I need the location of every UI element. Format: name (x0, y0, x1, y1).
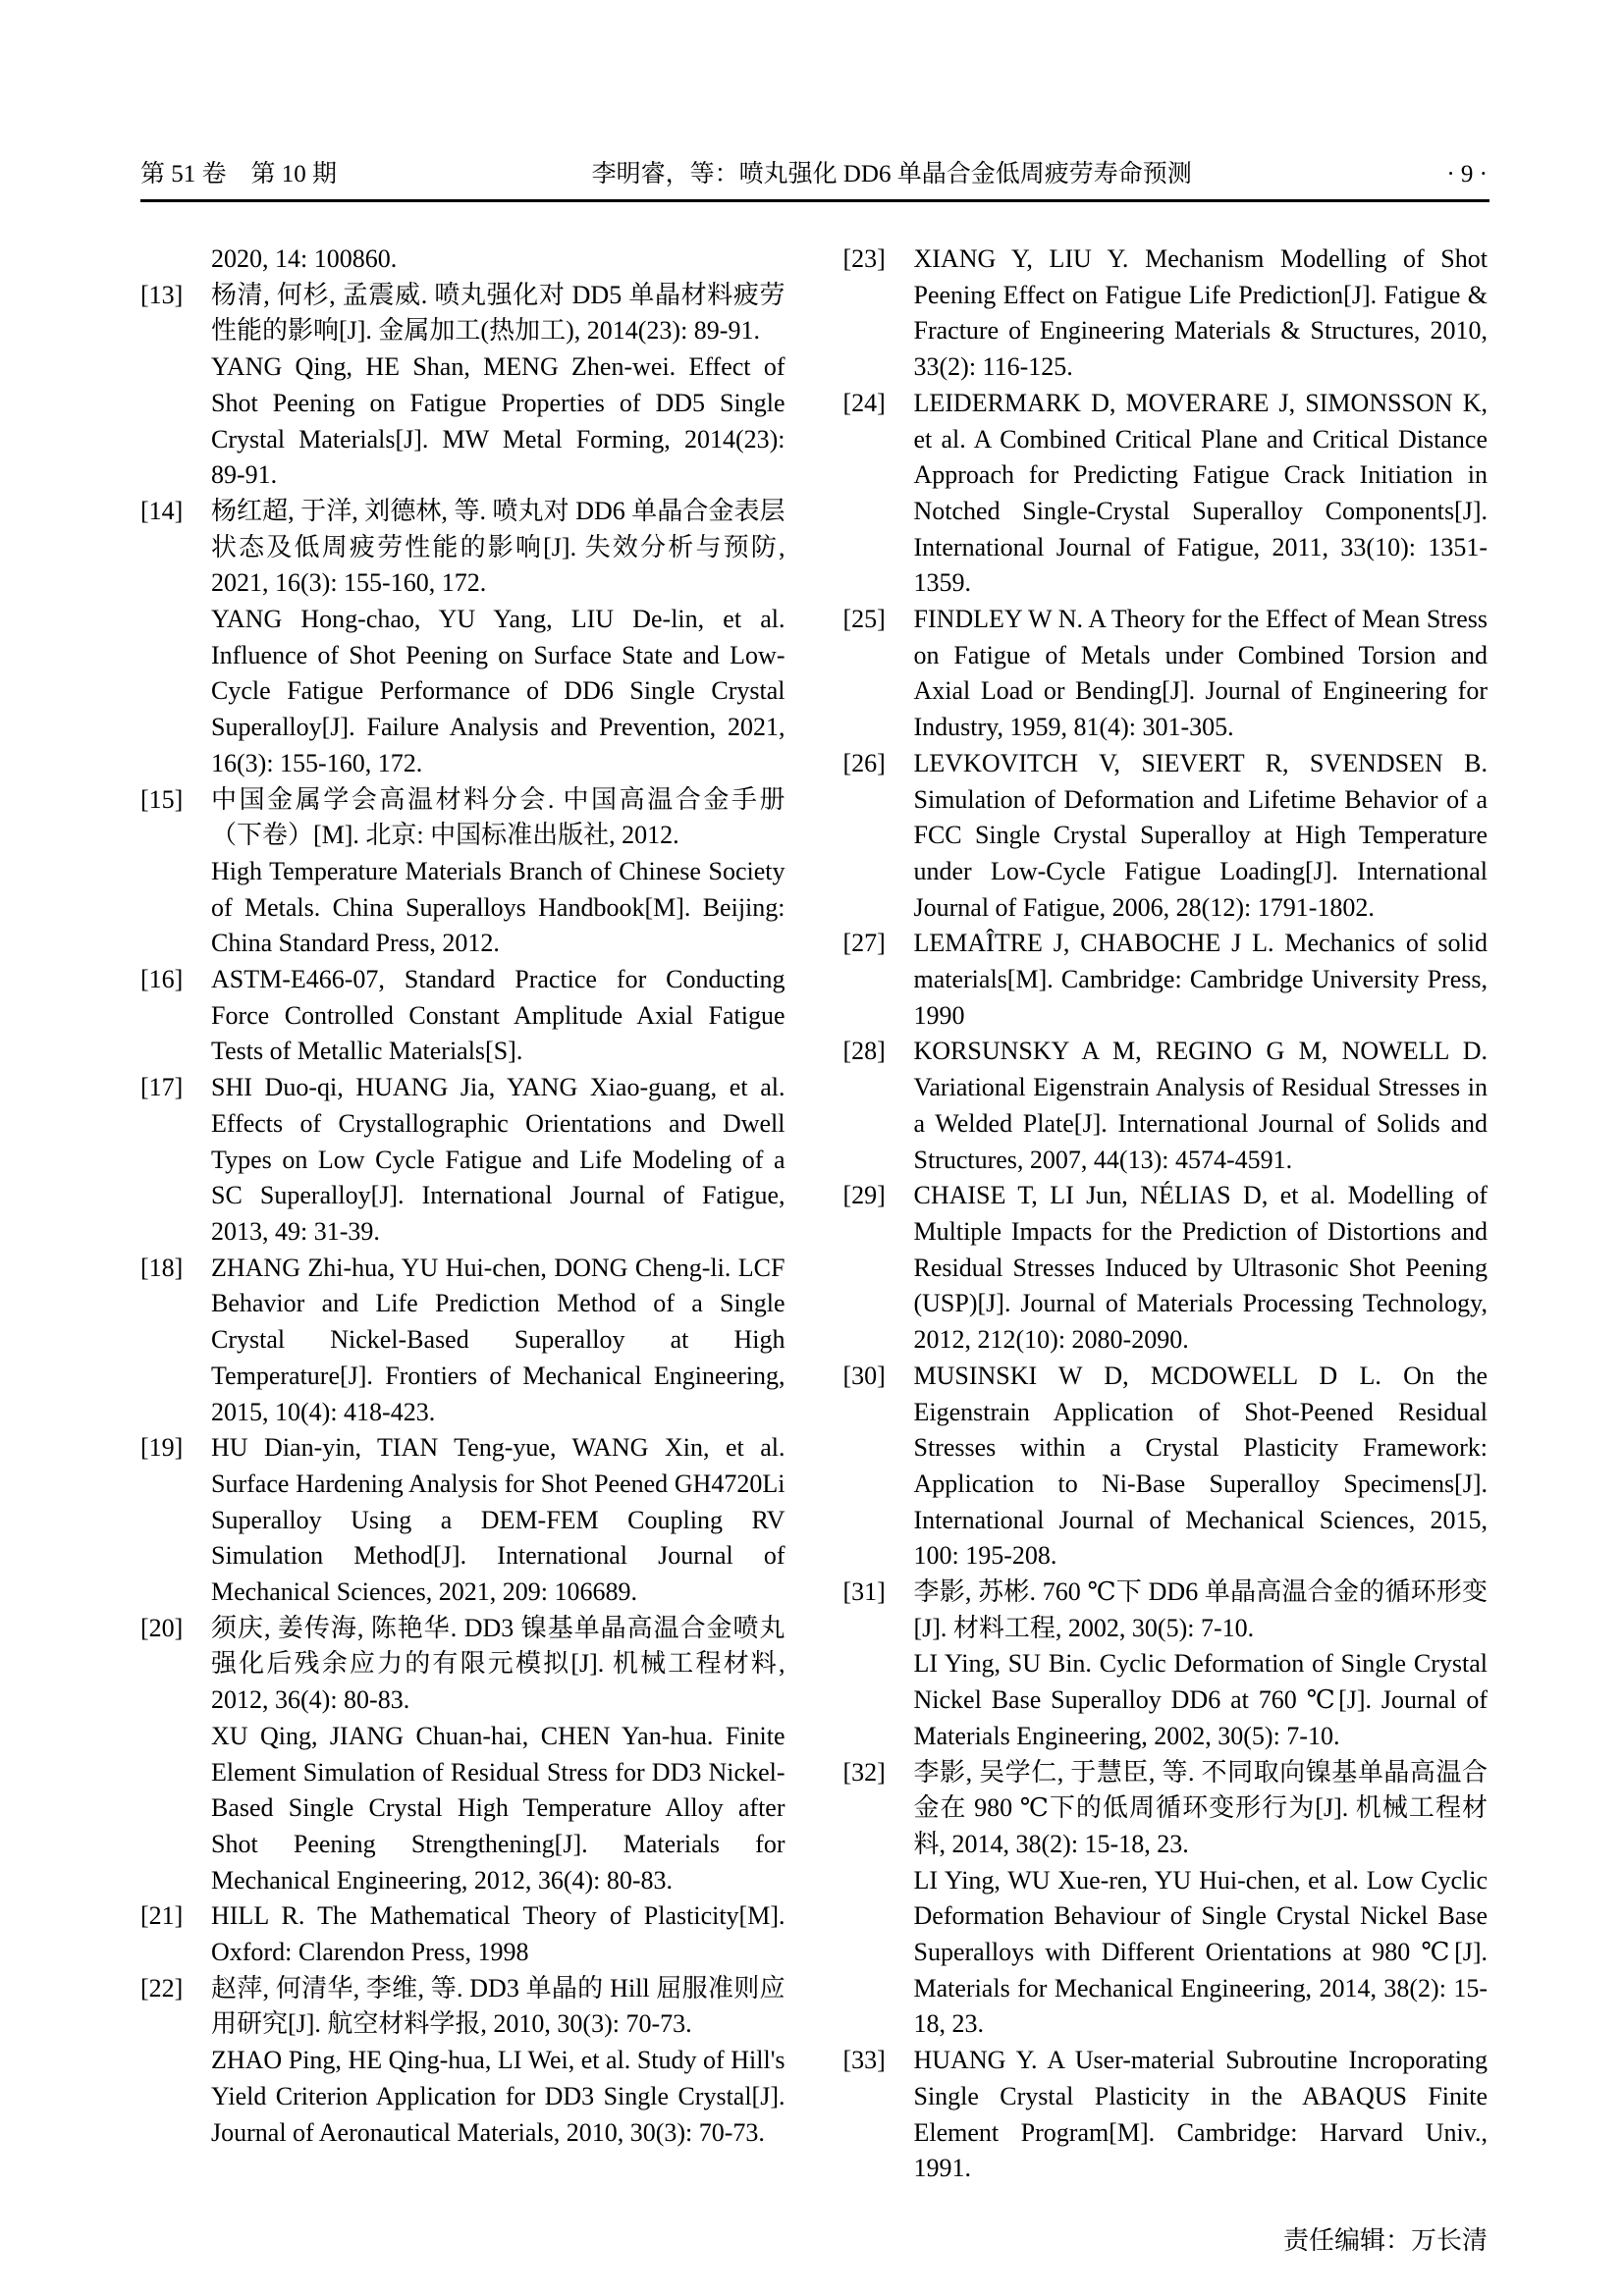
reference-text (914, 1575, 1489, 1755)
reference-number: [26] (842, 748, 886, 777)
reference-text (211, 494, 785, 782)
reference-entry (140, 1070, 785, 1251)
reference-number: [18] (140, 1253, 184, 1282)
reference-part: High Temperature Materials Branch of Chinese Society of Metals. China Superalloys Handbook[M]. Beijing: China Standard Press, 2012. (211, 856, 785, 958)
reference-part: HUANG Y. A User-material Subroutine Incroporating Single Crystal Plasticity in the ABAQUS Finite Element Program[M]. Cambridge: Harvard Univ., 1991. (913, 2046, 1488, 2183)
reference-part: 李影, 苏彬. 760 ℃下 DD6 单晶高温合金的循环形变[J]. 材料工程, 2002, 30(5): 7-10. (913, 1577, 1488, 1642)
reference-entry (140, 782, 785, 963)
reference-text (211, 1430, 785, 1611)
reference-number: [15] (140, 784, 184, 814)
reference-text (914, 1755, 1489, 2044)
header-rule (140, 199, 1489, 202)
reference-number: [30] (842, 1361, 886, 1390)
reference-part: 赵萍, 何清华, 李维, 等. DD3 单晶的 Hill 屈服准则应用研究[J]. 航空材料学报, 2010, 30(3): 70-73. (211, 1973, 785, 2039)
reference-entry (140, 278, 785, 494)
reference-entry (140, 1898, 785, 1970)
reference-part: LEMAÎTRE J, CHABOCHE J L. Mechanics of solid materials[M]. Cambridge: Cambridge University Press, 1990 (913, 929, 1488, 1030)
reference-text (211, 1611, 785, 1899)
reference-text (211, 278, 785, 494)
reference-text (211, 962, 785, 1070)
reference-entry (843, 1034, 1489, 1178)
reference-entry (843, 2043, 1489, 2187)
reference-entry (140, 1251, 785, 1431)
reference-text (211, 1898, 785, 1970)
reference-part: ASTM-E466-07, Standard Practice for Conducting Force Controlled Constant Amplitude Axial Fatigue Tests of Metallic Materials[S]. (211, 965, 785, 1066)
reference-part: XU Qing, JIANG Chuan-hai, CHEN Yan-hua. Finite Element Simulation of Residual Stress for DD3 Nickel-Based Single Crystal High Temperature Alloy after Shot Peening Strengthening[J]. Materials for Mechanical Engineering, 2012, 36(4): 80-83. (211, 1721, 785, 1895)
reference-number: [25] (842, 605, 886, 634)
reference-entry (843, 602, 1489, 746)
reference-part: LEIDERMARK D, MOVERARE J, SIMONSSON K, et al. A Combined Critical Plane and Critical Distance Approach for Predicting Fatigue Crack Initiation in Notched Single-Crystal Superalloy Components[J]. International Journal of Fatigue, 2011, 33(10): 1351-1359. (913, 388, 1488, 598)
reference-text (211, 782, 785, 963)
reference-part: KORSUNSKY A M, REGINO G M, NOWELL D. Variational Eigenstrain Analysis of Residual Stresses in a Welded Plate[J]. International Journal of Solids and Structures, 2007, 44(13): 4574-4591. (913, 1037, 1488, 1174)
reference-part: 李影, 吴学仁, 于慧臣, 等. 不同取向镍基单晶高温合金在 980 ℃下的低周循环变形行为[J]. 机械工程材料, 2014, 38(2): 15-18, 23. (913, 1757, 1488, 1858)
reference-entry (140, 241, 785, 278)
reference-part: XIANG Y, LIU Y. Mechanism Modelling of Shot Peening Effect on Fatigue Life Prediction[J]. Fatigue & Fracture of Engineering Materials & Structures, 2010, 33(2): 116-125. (913, 244, 1488, 382)
reference-entry (843, 1178, 1489, 1359)
reference-number: [13] (140, 280, 184, 309)
reference-part: LI Ying, WU Xue-ren, YU Hui-chen, et al. Low Cyclic Deformation Behaviour of Single Crystal Nickel Base Superalloys with Different Orientations at 980 ℃[J]. Materials for Mechanical Engineering, 2014, 38(2): 15-18, 23. (913, 1865, 1488, 2039)
reference-entry (843, 746, 1489, 927)
reference-part: YANG Hong-chao, YU Yang, LIU De-lin, et al. Influence of Shot Peening on Surface State and Low-Cycle Fatigue Performance of DD6 Single Crystal Superalloy[J]. Failure Analysis and Prevention, 2021, 16(3): 155-160, 172. (211, 605, 785, 777)
reference-part: LEVKOVITCH V, SIEVERT R, SVENDSEN B. Simulation of Deformation and Lifetime Behavior of a FCC Single Crystal Superalloy at High Temperature under Low-Cycle Fatigue Loading[J]. International Journal of Fatigue, 2006, 28(12): 1791-1802. (913, 748, 1488, 922)
reference-entry (140, 1430, 785, 1611)
reference-entry (843, 1359, 1489, 1575)
reference-text (914, 1034, 1489, 1178)
reference-entry (843, 241, 1489, 386)
reference-number: [29] (842, 1181, 886, 1210)
reference-part: 杨清, 何杉, 孟震威. 喷丸强化对 DD5 单晶材料疲劳性能的影响[J]. 金属加工(热加工), 2014(23): 89-91. (211, 280, 785, 346)
reference-number: [14] (140, 496, 184, 525)
reference-number: [32] (842, 1757, 886, 1787)
reference-part: 中国金属学会高温材料分会. 中国高温合金手册（下卷）[M]. 北京: 中国标准出版社, 2012. (211, 784, 785, 850)
reference-number: [33] (842, 2046, 886, 2075)
reference-part: 2020, 14: 100860. (211, 244, 398, 273)
reference-number: [16] (140, 965, 184, 994)
editor-note: 责任编辑：万长清 (1282, 2225, 1488, 2255)
reference-text (914, 241, 1489, 386)
reference-text (914, 386, 1489, 602)
reference-entry (843, 386, 1489, 602)
reference-part: FINDLEY W N. A Theory for the Effect of Mean Stress on Fatigue of Metals under Combined Torsion and Axial Load or Bending[J]. Journal of Engineering for Industry, 1959, 81(4): 301-305. (913, 605, 1488, 742)
reference-number: [19] (140, 1433, 184, 1463)
reference-entry (140, 494, 785, 782)
reference-entry (140, 962, 785, 1070)
page-header (140, 160, 1488, 189)
refs-list-right (843, 241, 1489, 2187)
reference-part: 须庆, 姜传海, 陈艳华. DD3 镍基单晶高温合金喷丸强化后残余应力的有限元模拟[J]. 机械工程材料, 2012, 36(4): 80-83. (211, 1613, 785, 1715)
reference-text (914, 1178, 1489, 1359)
reference-text (211, 1070, 785, 1251)
reference-part: SHI Duo-qi, HUANG Jia, YANG Xiao-guang, et al. Effects of Crystallographic Orientations and Dwell Types on Low Cycle Fatigue and Life Modeling of a SC Superalloy[J]. International Journal of Fatigue, 2013, 49: 31-39. (211, 1073, 785, 1246)
reference-number: [31] (842, 1577, 886, 1607)
reference-part: HU Dian-yin, TIAN Teng-yue, WANG Xin, et al. Surface Hardening Analysis for Shot Peened GH4720Li Superalloy Using a DEM-FEM Coupling RV Simulation Method[J]. International Journal of Mechanical Sciences, 2021, 209: 106689. (211, 1433, 785, 1607)
reference-number: [27] (842, 929, 886, 958)
references-left-column (140, 241, 785, 2260)
reference-number: [23] (842, 244, 886, 273)
reference-part: ZHAO Ping, HE Qing-hua, LI Wei, et al. Study of Hill's Yield Criterion Application for DD3 Single Crystal[J]. Journal of Aeronautical Materials, 2010, 30(3): 70-73. (211, 2046, 785, 2147)
references-right-column (843, 241, 1489, 2260)
reference-part: 杨红超, 于洋, 刘德林, 等. 喷丸对 DD6 单晶合金表层状态及低周疲劳性能的影响[J]. 失效分析与预防, 2021, 16(3): 155-160, 172. (211, 496, 785, 598)
reference-part: HILL R. The Mathematical Theory of Plasticity[M]. Oxford: Clarendon Press, 1998 (211, 1901, 785, 1967)
reference-number: [17] (140, 1073, 184, 1102)
references-section (140, 241, 1488, 2260)
reference-text (914, 602, 1489, 746)
reference-part: ZHANG Zhi-hua, YU Hui-chen, DONG Cheng-li. LCF Behavior and Life Prediction Method of a Single Crystal Nickel-Based Superalloy at High Temperature[J]. Frontiers of Mechanical Engineering, 2015, 10(4): 418-423. (211, 1253, 785, 1426)
reference-part: MUSINSKI W D, MCDOWELL D L. On the Eigenstrain Application of Shot-Peened Residual Stresses within a Crystal Plasticity Framework: Application to Ni-Base Superalloy Specimens[J]. International Journal of Mechanical Sciences, 2015, 100: 195-208. (913, 1361, 1488, 1571)
reference-entry (843, 1755, 1489, 2044)
header-volume-issue: 第 51 卷 第 10 期 (140, 161, 338, 187)
reference-entry (843, 1575, 1489, 1755)
reference-number: [20] (140, 1613, 184, 1642)
reference-text (914, 926, 1489, 1034)
reference-text (211, 1251, 785, 1431)
refs-list-left (140, 241, 785, 2151)
reference-part: LI Ying, SU Bin. Cyclic Deformation of Single Crystal Nickel Base Superalloy DD6 at 760 ℃[J]. Journal of Materials Engineering, 2002, 30(5): 7-10. (913, 1649, 1488, 1750)
reference-text (211, 241, 785, 278)
reference-entry (140, 1611, 785, 1899)
reference-number: [28] (842, 1037, 886, 1066)
reference-text (914, 2043, 1489, 2187)
reference-text (914, 746, 1489, 927)
reference-number: [24] (842, 388, 886, 417)
reference-text (914, 1359, 1489, 1575)
reference-entry (140, 1971, 785, 2152)
reference-entry (843, 926, 1489, 1034)
header-running-title: 李明睿，等：喷丸强化 DD6 单晶合金低周疲劳寿命预测 (591, 161, 1192, 187)
reference-part: YANG Qing, HE Shan, MENG Zhen-wei. Effect of Shot Peening on Fatigue Properties of DD5 Single Crystal Materials[J]. MW Metal Forming, 2014(23): 89-91. (211, 352, 785, 490)
reference-number: [22] (140, 1973, 184, 2002)
reference-number: [21] (140, 1901, 184, 1931)
header-page-number: · 9 · (1446, 161, 1488, 187)
reference-text (211, 1971, 785, 2152)
reference-part: CHAISE T, LI Jun, NÉLIAS D, et al. Modelling of Multiple Impacts for the Prediction of Distortions and Residual Stresses Induced by Ultrasonic Shot Peening (USP)[J]. Journal of Materials Processing Technology, 2012, 212(10): 2080-2090. (913, 1181, 1488, 1355)
